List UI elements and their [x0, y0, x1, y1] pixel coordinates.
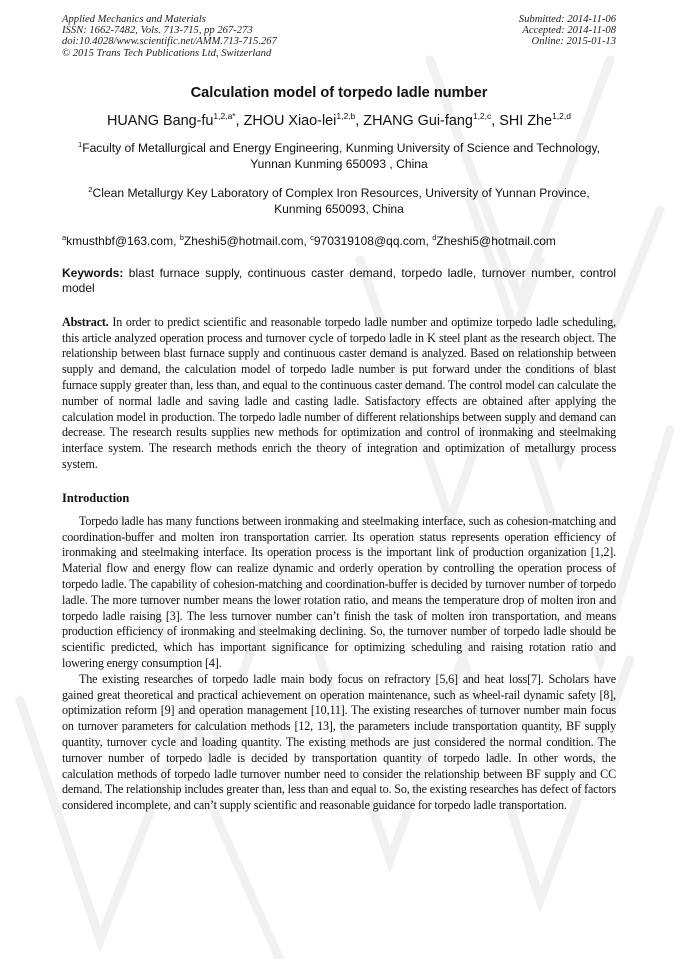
date-online: Online: 2015-01-13 [531, 36, 616, 48]
date-accepted: Accepted: 2014-11-08 [522, 25, 616, 37]
author-separator: , [355, 112, 364, 129]
keywords-block [62, 266, 616, 297]
email-list [62, 233, 616, 248]
section-heading-introduction: Introduction [62, 490, 130, 505]
affiliation-text: Clean Metallurgy Key Laboratory of Complex Iron Resources, University of Yunnan Province, [92, 185, 590, 200]
email-mark: b [179, 232, 184, 242]
intro-paragraph-1: Torpedo ladle has many functions between ironmaking and steelmaking interface, such as cohesion-matching and coordination-buffer and molten iron transportation carrier. Its operation status represents operation efficiency of ironmaking and steelmaking interface. Its operation process is the important link of production organization [1,2]. Material flow and energy flow can realize dynamic and orderly operation by controlling the operation process of torpedo ladle. The capability of cohesion-matching and coordination-buffer is decided by turnover number of torpedo ladle. The more turnover number means the lower rotation ratio, and means the temperature drop of molten iron and torpedo ladle raising [3]. The less turnover number can’t finish the task of molten iron transportation, and means production efficiency of ironmaking and steelmaking declining. So, the turnover number of torpedo ladle should be scientific predicted, which has important significance for optimizing scheduling and raising rotation ratio and lowering energy consumption [4]. [62, 513, 616, 670]
author-affil-mark: 1,2,d [552, 110, 571, 121]
journal-info [62, 14, 277, 59]
author-affil-mark: 1,2,b [336, 110, 356, 121]
journal-doi: doi:10.4028/www.scientific.net/AMM.713-715.267 [62, 36, 277, 48]
author-list [62, 111, 616, 129]
affiliation-2 [62, 182, 616, 217]
affiliation-mark: 2 [88, 184, 93, 194]
author-name: ZHANG Gui-fang [363, 112, 473, 129]
author-affil-mark: 1,2,a* [213, 110, 236, 121]
abstract-label: Abstract. [62, 314, 109, 329]
author-name: ZHOU Xiao-lei [243, 112, 337, 129]
keywords-label: Keywords: [62, 265, 124, 280]
date-submitted: Submitted: 2014-11-06 [518, 14, 616, 25]
journal-header [62, 14, 616, 59]
email-separator: , [425, 233, 433, 248]
author-affil-mark: 1,2,c [472, 110, 492, 121]
affiliation-line [62, 137, 616, 156]
author-name: SHI Zhe [499, 112, 553, 129]
author-separator: , [491, 112, 500, 129]
submission-dates [519, 14, 616, 59]
affiliation-line [62, 182, 616, 201]
email-mark: a [62, 232, 67, 242]
email-address[interactable]: Zheshi5@hotmail.com [436, 233, 556, 248]
affiliation-line: Kunming 650093, China [274, 201, 404, 216]
journal-issn: ISSN: 1662-7482, Vols. 713-715, pp 267-273 [62, 25, 253, 37]
journal-copyright: © 2015 Trans Tech Publications Ltd, Switzerland [62, 47, 272, 59]
author-name: HUANG Bang-fu [107, 112, 214, 129]
affiliation-line: Yunnan Kunming 650093 , China [250, 156, 428, 171]
paper-title: Calculation model of torpedo ladle number [190, 84, 488, 101]
email-separator: , [173, 233, 180, 248]
journal-name: Applied Mechanics and Materials [62, 14, 206, 25]
email-address[interactable]: kmusthbf@163.com [66, 233, 174, 248]
intro-paragraph-2: The existing researches of torpedo ladle main body focus on refractory [5,6] and heat loss[7]. Scholars have gained great theoretical and practical achievement on operation maintenance, such as wheel-rail dynamic safety [8], optimization reform [9] and operation management [10,11]. The existing researches of turnover number main focus on turnover parameters for calculation methods [12, 13], the parameters include transportation quantity, BF supply quantity, turnover cycle and loading quantity. The existing methods are just considered the normal condition. The turnover number of torpedo ladle is decided by transportation quantity of torpedo ladle. In other words, the calculation methods of torpedo ladle turnover number need to consider the relationship between BF supply and CC demand. The relationship includes greater than, less than and equal to. So, the existing researches has defect of factors considered incomplete, and can’t supply scientific and reasonable guidance for torpedo ladle transportation. [62, 671, 616, 813]
author-separator: , [235, 112, 244, 129]
email-address[interactable]: 970319108@qq.com [313, 233, 426, 248]
keywords-text: blast furnace supply, continuous caster demand, torpedo ladle, turnover number, control model [62, 265, 616, 296]
email-separator: , [303, 233, 311, 248]
abstract-block [62, 315, 616, 473]
affiliation-text: Faculty of Metallurgical and Energy Engineering, Kunming University of Science and Technology, [82, 140, 601, 155]
affiliation-1 [62, 137, 616, 172]
email-address[interactable]: Zheshi5@hotmail.com [183, 233, 304, 248]
affiliation-mark: 1 [77, 139, 83, 149]
email-mark: d [432, 232, 437, 242]
email-mark: c [310, 232, 314, 242]
paper-page [62, 14, 616, 814]
abstract-text: In order to predict scientific and reasonable torpedo ladle number and optimize torpedo ladle scheduling, this article analyzed operation process and turnover cycle of torpedo ladle in K steel plant as the research object. The relationship between blast furnace supply and continuous caster demand is analyzed. Based on relationship between supply and demand, the calculation model of torpedo ladle number is put forward under the conditions of blast furnace supply greater than, less than, and equal to the continuous caster demand. The control model can calculate the number of normal ladle and saving ladle and casting ladle. Satisfactory effects are obtained after applying the calculation model in production. The torpedo ladle number of different relationships between supply and demand can decrease. The research results supplies new methods for optimization and control of ironmaking and steelmaking interface system. The research methods enrich the theory of integration and optimization of metallurgy process system. [62, 314, 616, 471]
